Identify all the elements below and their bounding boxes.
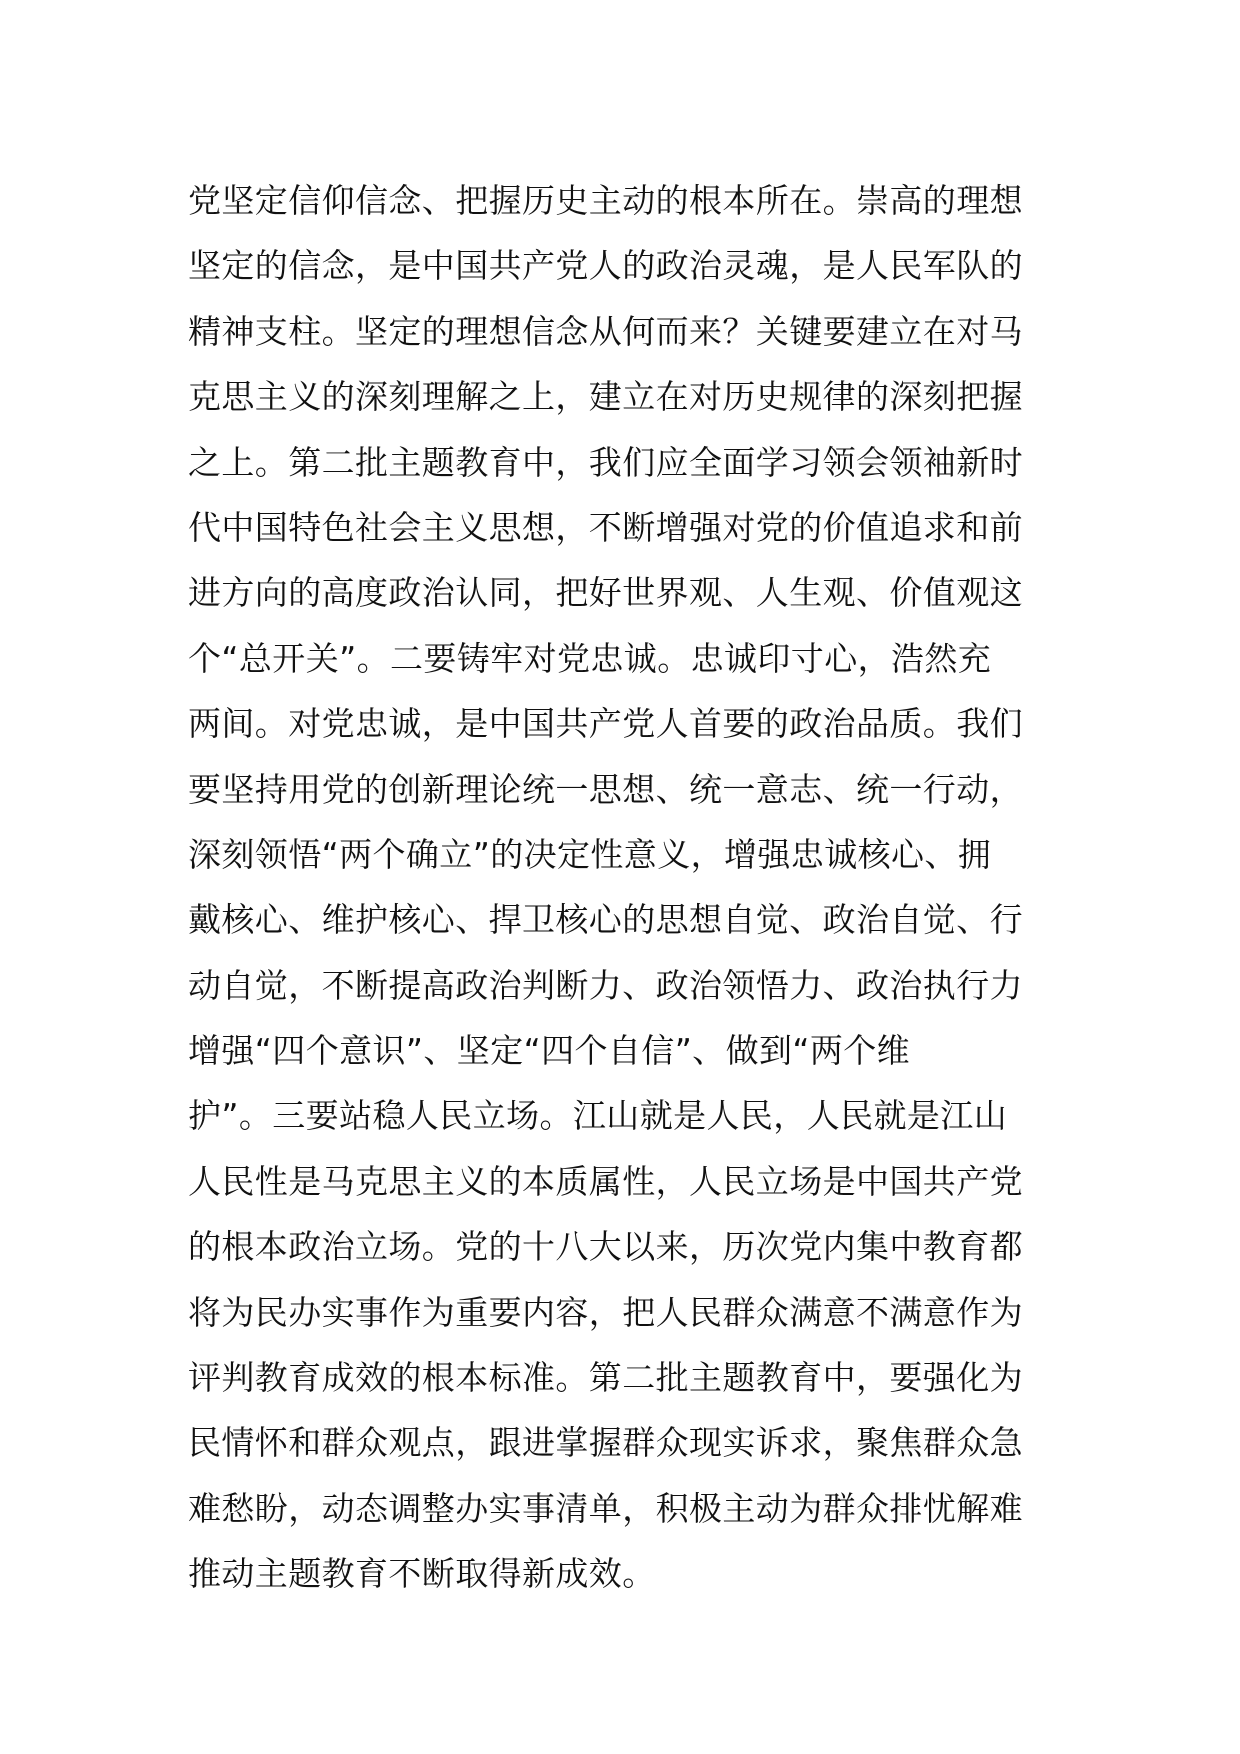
text-line: 代中国特色社会主义思想，不断增强对党的价值追求和前	[188, 507, 1023, 547]
text-line: 克思主义的深刻理解之上，建立在对历史规律的深刻把握	[188, 377, 1023, 417]
text-line: 民情怀和群众观点，跟进掌握群众现实诉求，聚焦群众急	[188, 1423, 1023, 1463]
text-line: 难愁盼，动态调整办实事清单，积极主动为群众排忧解难	[188, 1488, 1023, 1528]
text-line: 评判教育成效的根本标准。第二批主题教育中，要强化为	[188, 1358, 1023, 1398]
text-line: 个“总开关”。二要铸牢对党忠诚。忠诚印寸心，浩然充	[188, 638, 992, 678]
text-line: 深刻领悟“两个确立”的决定性意义，增强忠诚核心、拥	[188, 834, 992, 874]
text-line: 要坚持用党的创新理论统一思想、统一意志、统一行动，	[188, 769, 1023, 809]
body-text	[188, 168, 1068, 1607]
text-line: 的根本政治立场。党的十八大以来，历次党内集中教育都	[188, 1227, 1023, 1267]
text-line: 护”。三要站稳人民立场。江山就是人民，人民就是江山	[188, 1096, 1008, 1136]
text-line: 增强“四个意识”、坚定“四个自信”、做到“两个维	[188, 1031, 911, 1071]
text-line: 精神支柱。坚定的理想信念从何而来？关键要建立在对马	[188, 311, 1023, 351]
text-line: 之上。第二批主题教育中，我们应全面学习领会领袖新时	[188, 442, 1023, 482]
text-line: 动自觉，不断提高政治判断力、政治领悟力、政治执行力	[188, 965, 1023, 1005]
text-line: 两间。对党忠诚，是中国共产党人首要的政治品质。我们	[188, 704, 1023, 744]
text-line: 进方向的高度政治认同，把好世界观、人生观、价值观这	[188, 573, 1023, 613]
text-line: 将为民办实事作为重要内容，把人民群众满意不满意作为	[188, 1292, 1023, 1332]
text-line: 党坚定信仰信念、把握历史主动的根本所在。崇高的理想	[188, 181, 1023, 220]
text-line: 推动主题教育不断取得新成效。	[188, 1554, 656, 1594]
text-line: 人民性是马克思主义的本质属性，人民立场是中国共产党	[188, 1161, 1023, 1201]
text-line: 坚定的信念，是中国共产党人的政治灵魂，是人民军队的	[188, 246, 1023, 286]
text-line: 戴核心、维护核心、捍卫核心的思想自觉、政治自觉、行	[188, 900, 1023, 940]
